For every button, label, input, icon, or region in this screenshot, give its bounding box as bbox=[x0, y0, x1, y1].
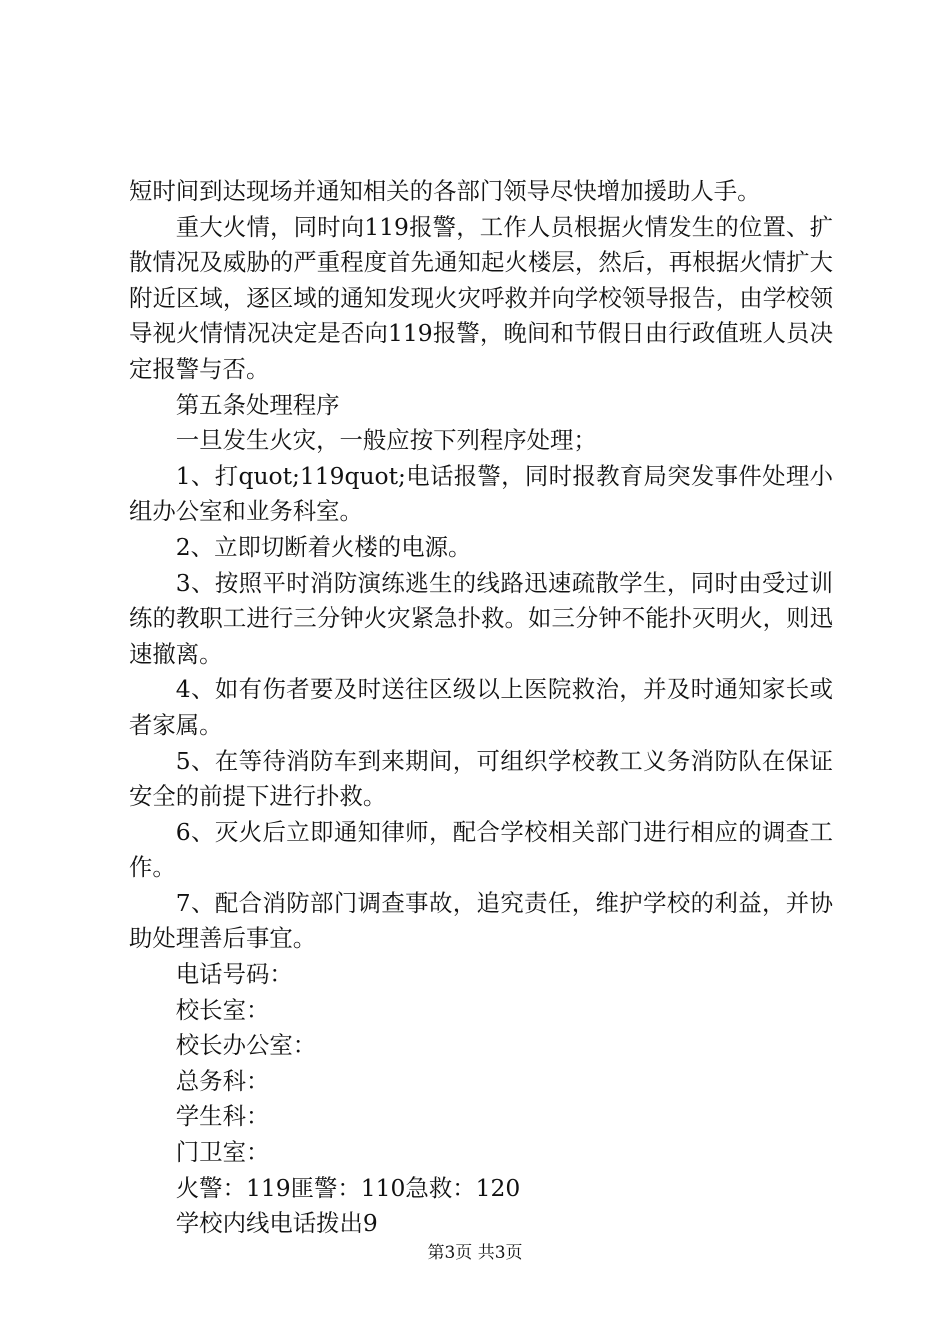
paragraph-major-fire: 重大火情，同时向119报警，工作人员根据火情发生的位置、扩散情况及威胁的严重程度首先通知起火楼层，然后，再根据火情扩大附近区域，逐区域的通知发现火灾呼救并向学校领导报告，由学校领导视火情情况决定是否向119报警，晚间和节假日由行政值班人员决定报警与否。 bbox=[129, 212, 833, 383]
document-body bbox=[129, 174, 833, 1242]
procedure-step-6: 6、灭火后立即通知律师，配合学校相关部门进行相应的调查工作。 bbox=[129, 817, 833, 882]
procedure-step-5: 5、在等待消防车到来期间，可组织学校教工义务消防队在保证安全的前提下进行扑救。 bbox=[129, 746, 833, 811]
section-heading-article-5: 第五条处理程序 bbox=[175, 390, 340, 419]
procedure-step-4: 4、如有伤者要及时送往区级以上医院救治，并及时通知家长或者家属。 bbox=[129, 675, 833, 739]
emergency-numbers: 火警：119匪警：110急救：120 bbox=[175, 1173, 521, 1202]
internal-line-note: 学校内线电话拨出9 bbox=[175, 1209, 378, 1238]
phone-student-affairs: 学生科： bbox=[175, 1102, 270, 1131]
phone-numbers-heading: 电话号码： bbox=[175, 960, 293, 989]
phone-general-affairs: 总务科： bbox=[175, 1066, 270, 1095]
phone-guard-room: 门卫室： bbox=[175, 1138, 270, 1167]
page-number-footer: 第3页 共3页 bbox=[427, 1243, 523, 1263]
procedure-step-2: 2、立即切断着火楼的电源。 bbox=[175, 532, 472, 561]
procedure-step-3: 3、按照平时消防演练逃生的线路迅速疏散学生，同时由受过训练的教职工进行三分钟火灾紧急扑救。如三分钟不能扑灭明火，则迅速撤离。 bbox=[129, 568, 833, 668]
paragraph-continuation: 短时间到达现场并通知相关的各部门领导尽快增加援助人手。 bbox=[129, 177, 761, 205]
procedure-step-7: 7、配合消防部门调查事故，追究责任，维护学校的利益，并协助处理善后事宜。 bbox=[129, 888, 833, 953]
phone-principal-admin-office: 校长办公室： bbox=[175, 1031, 317, 1060]
procedure-step-1: 1、打quot;119quot;电话报警，同时报教育局突发事件处理小组办公室和业务科室。 bbox=[129, 461, 833, 526]
paragraph-procedure-intro: 一旦发生火灾，一般应按下列程序处理； bbox=[175, 426, 597, 455]
phone-principal-office: 校长室： bbox=[175, 995, 270, 1024]
